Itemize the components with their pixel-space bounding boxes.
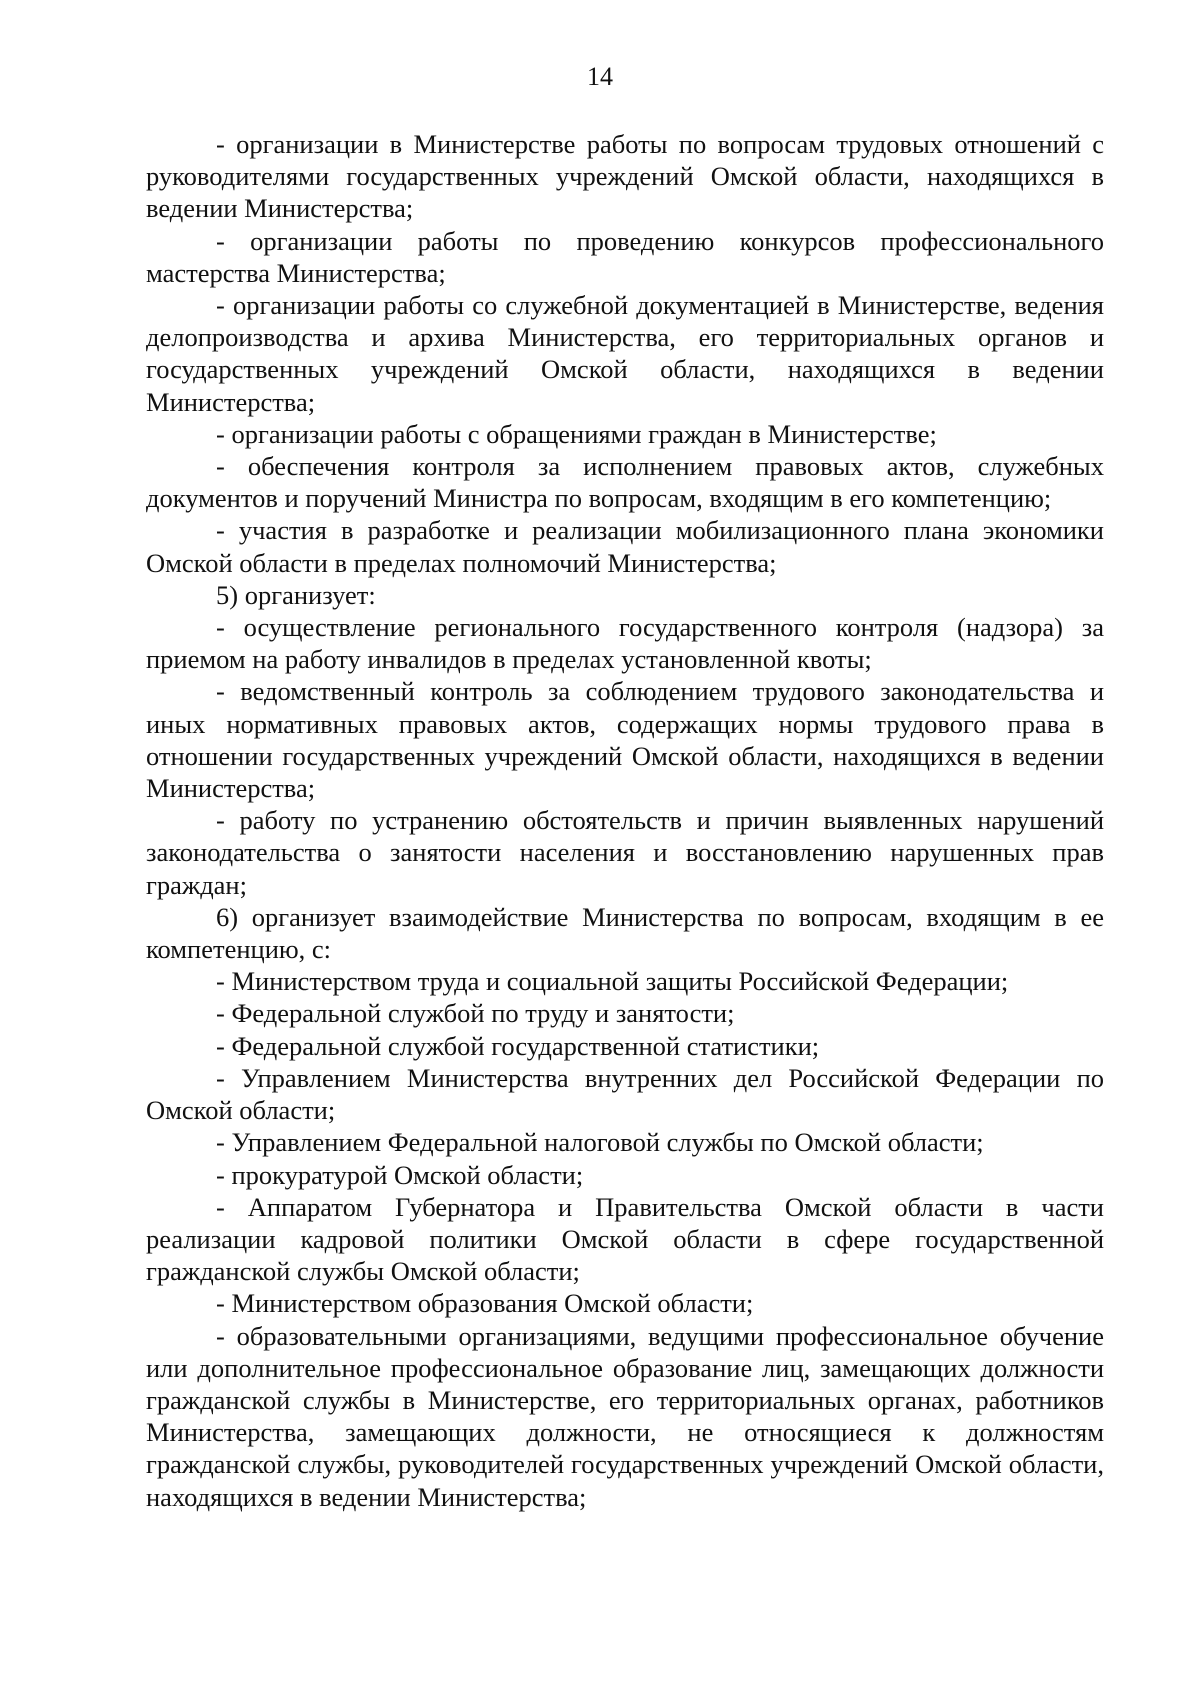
paragraph: - Федеральной службой государственной статистики; — [216, 1030, 820, 1061]
paragraph: 6) организует взаимодействие Министерства по вопросам, входящим в ее компетенцию, с: — [146, 901, 1104, 965]
document-body — [146, 128, 1104, 1513]
paragraph: - Министерством образования Омской области; — [216, 1288, 754, 1319]
paragraph: - Аппаратом Губернатора и Правительства Омской области в части реализации кадровой политики Омской области в сфере государственной гражданской службы Омской области; — [146, 1191, 1104, 1287]
paragraph: - организации работы с обращениями граждан в Министерстве; — [216, 418, 937, 449]
paragraph: - работу по устранению обстоятельств и причин выявленных нарушений законодательства о занятости населения и восстановлению нарушенных прав граждан; — [146, 805, 1104, 900]
paragraph: - осуществление регионального государственного контроля (надзора) за приемом на работу инвалидов в пределах установленной квоты; — [146, 612, 1104, 675]
page-number: 14 — [587, 62, 613, 91]
paragraph: - прокуратурой Омской области; — [216, 1159, 584, 1190]
paragraph: - образовательными организациями, ведущими профессиональное обучение или дополнительное профессиональное образование лиц, замещающих должности гражданской службы в Министерстве, его территориальных органах, работников Министерства, замещающих должности, не относящиеся к должностям гражданской службы, руководителей государственных учреждений Омской области, находящихся в ведении Министерства; — [146, 1320, 1104, 1512]
paragraph: - обеспечения контроля за исполнением правовых актов, служебных документов и поручений Министра по вопросам, входящим в его компетенцию; — [146, 451, 1104, 514]
paragraph: 5) организует: — [216, 579, 376, 610]
paragraph: - организации в Министерстве работы по вопросам трудовых отношений с руководителями государственных учреждений Омской области, находящихся в ведении Министерства; — [146, 129, 1104, 224]
paragraph: - Федеральной службой по труду и занятости; — [216, 998, 735, 1029]
paragraph: - участия в разработке и реализации мобилизационного плана экономики Омской области в пределах полномочий Министерства; — [146, 515, 1104, 578]
paragraph: - Управлением Федеральной налоговой службы по Омской области; — [216, 1127, 984, 1158]
paragraph: - организации работы со служебной документацией в Министерстве, ведения делопроизводства и архива Министерства, его территориальных органов и государственных учреждений Омской области, находящихся в ведении Министерства; — [146, 290, 1104, 417]
paragraph: - ведомственный контроль за соблюдением трудового законодательства и иных нормативных правовых актов, содержащих нормы трудового права в отношении государственных учреждений Омской области, находящихся в ведении Министерства; — [146, 676, 1104, 804]
paragraph: - Министерством труда и социальной защиты Российской Федерации; — [216, 966, 1009, 997]
paragraph: - Управлением Министерства внутренних дел Российской Федерации по Омской области; — [146, 1062, 1104, 1126]
paragraph: - организации работы по проведению конкурсов профессионального мастерства Министерства; — [146, 225, 1104, 288]
